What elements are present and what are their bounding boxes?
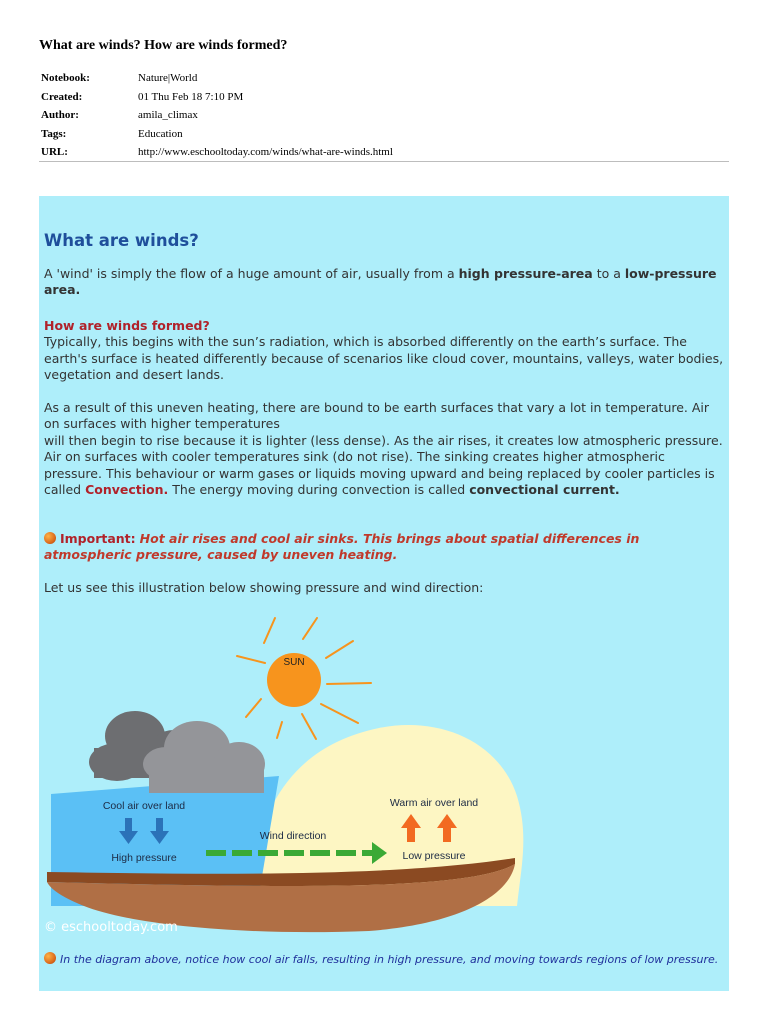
meta-key: Created: — [41, 90, 83, 103]
meta-row-author — [41, 106, 729, 125]
convectional-current-term: convectional current. — [469, 482, 620, 498]
meta-value: 01 Thu Feb 18 7:10 PM — [138, 90, 244, 103]
high-pressure-label: High pressure — [111, 852, 177, 864]
source-url-link[interactable]: http://www.eschooltoday.com/winds/what-are-winds.html — [138, 146, 393, 158]
result-text: will then begin to rise because it is lighter (less dense). As the air rises, it creates low atmospheric pressure. Air on surfaces with cooler temperatures sink (do not rise). The sinking creates higher atmospheric pressure. This behaviour or warm gases or liquids moving upward and being replaced by cooler particles is called — [44, 432, 723, 498]
cool-air-label: Cool air over land — [102, 800, 186, 812]
result-paragraph — [44, 400, 726, 498]
convection-term: Convection. — [85, 482, 169, 498]
illustration-intro: Let us see this illustration below showing pressure and wind direction: — [44, 580, 484, 595]
divider — [39, 161, 729, 162]
meta-value: Education — [138, 127, 183, 140]
important-text: Hot air rises and cool air sinks. This brings about spatial differences in atmospheric pressure, caused by uneven heating. — [44, 531, 640, 563]
how-paragraph — [44, 318, 726, 384]
wind-direction-label: Wind direction — [259, 830, 327, 842]
low-pressure-label: Low pressure — [402, 850, 466, 862]
important-label: Important: — [60, 531, 136, 546]
high-pressure-term: high pressure-area — [458, 266, 593, 281]
meta-key: URL: — [41, 146, 68, 158]
low-pressure-term: low-pressure area. — [44, 266, 717, 298]
meta-value: Nature|World — [138, 72, 198, 84]
important-note — [44, 531, 726, 564]
meta-row-tags — [41, 125, 729, 144]
intro-text: A 'wind' is simply the flow of a huge amount of air, usually from a — [44, 266, 459, 281]
intro-paragraph — [44, 266, 726, 299]
meta-row-url — [41, 143, 729, 162]
caption-text: In the diagram above, notice how cool air falls, resulting in high pressure, and moving towards regions of low pressure. — [60, 953, 719, 966]
bullet-icon — [44, 532, 56, 544]
clipped-article — [39, 196, 729, 991]
wind-diagram — [39, 606, 729, 936]
bullet-icon — [44, 952, 56, 964]
result-text: The energy moving during convection is called — [168, 482, 470, 498]
note-metadata — [41, 69, 729, 162]
intro-text: to a — [592, 266, 625, 281]
meta-key: Notebook: — [41, 72, 90, 84]
result-text: As a result of this uneven heating, there are bound to be earth surfaces that vary a lot in temperature. Air on surfaces with higher temperatures — [44, 400, 710, 432]
note-title: What are winds? How are winds formed? — [39, 38, 288, 53]
meta-row-created — [41, 88, 729, 107]
how-heading: How are winds formed? — [44, 318, 210, 333]
diagram-caption — [44, 952, 719, 968]
meta-value: amila_climax — [138, 109, 198, 121]
meta-row-notebook — [41, 69, 729, 88]
meta-key: Author: — [41, 109, 79, 121]
how-text: Typically, this begins with the sun’s radiation, which is absorbed differently on the earth’s surface. The earth's surface is heated differently because of scenarios like cloud cover, mountains, valleys, water bodies, vegetation and desert lands. — [44, 334, 724, 383]
article-heading: What are winds? — [44, 231, 199, 250]
watermark: © eschooltoday.com — [44, 920, 178, 935]
meta-key: Tags: — [41, 127, 67, 140]
sun-label: SUN — [283, 657, 305, 668]
warm-air-label: Warm air over land — [389, 797, 479, 809]
